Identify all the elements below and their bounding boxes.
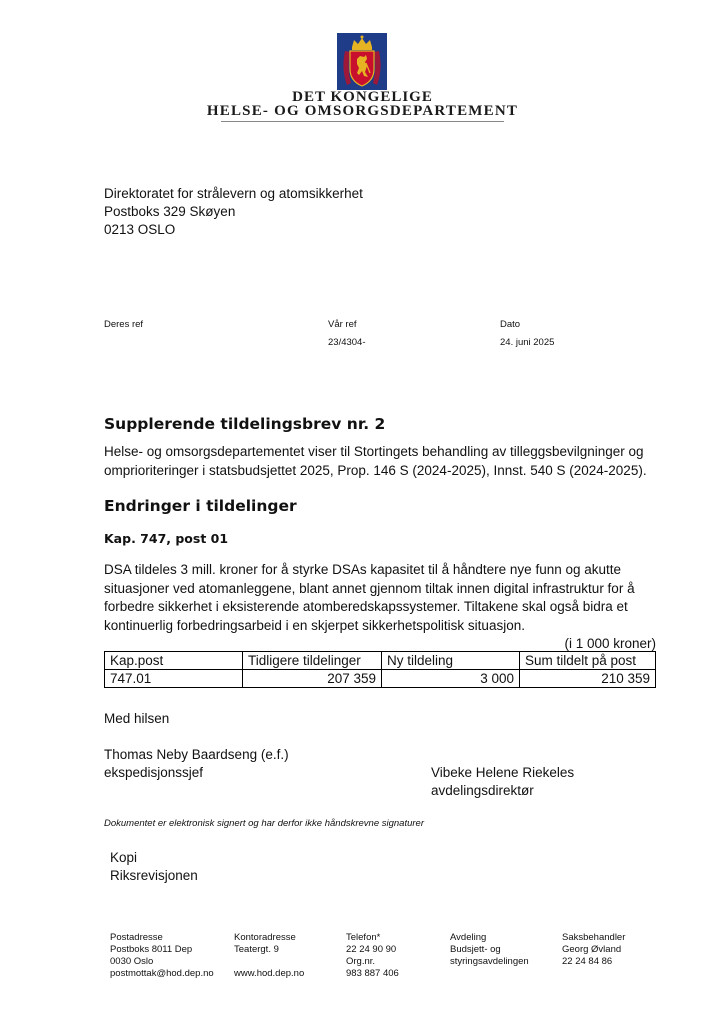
cell-ny-tildeling: 3 000 — [382, 670, 520, 688]
footer-saksbehandler: Saksbehandler Georg Øvland 22 24 84 86 — [562, 932, 626, 967]
dato-label: Dato — [500, 319, 521, 330]
col-header-tidligere: Tidligere tildelinger — [243, 652, 382, 670]
cell-tidligere: 207 359 — [243, 670, 382, 688]
subsection-heading: Kap. 747, post 01 — [104, 531, 229, 546]
cell-sum: 210 359 — [520, 670, 656, 688]
department-name-line2: HELSE- OG OMSORGSDEPARTEMENT — [206, 103, 519, 119]
cell-kap-post: 747.01 — [105, 670, 243, 688]
deres-ref-label: Deres ref — [104, 319, 144, 330]
col-header-sum: Sum tildelt på post — [520, 652, 656, 670]
intro-paragraph: Helse- og omsorgsdepartementet viser til Stortingets behandling av tilleggsbevilgninger og omprioriteringer i statsbudsjettet 2025, Prop. 146 S (2024-2025), Innst. 540 S (2024-2025). — [104, 444, 647, 478]
coat-of-arms-logo — [337, 33, 387, 90]
recipient-city: 0213 OSLO — [104, 222, 176, 237]
footer-label: Telefon* — [346, 932, 381, 943]
table-unit-note: (i 1 000 kroner) — [564, 636, 656, 651]
footer-label: Postadresse — [110, 932, 163, 943]
recipient-postbox: Postboks 329 Skøyen — [104, 204, 236, 219]
var-ref-value: 23/4304- — [328, 337, 366, 348]
footer-kontoradresse: Kontoradresse Teatergt. 9 www.hod.dep.no — [234, 932, 305, 979]
footer-avdeling: Avdeling Budsjett- og styringsavdelingen — [450, 932, 529, 967]
var-ref-label: Vår ref — [328, 319, 357, 330]
section-heading: Endringer i tildelinger — [104, 497, 297, 515]
copy-recipient: Riksrevisjonen — [110, 868, 198, 883]
signer2-title: avdelingsdirektør — [431, 783, 534, 798]
footer-website: www.hod.dep.no — [234, 968, 305, 979]
dato-value: 24. juni 2025 — [500, 337, 555, 348]
table-header-row — [105, 652, 656, 670]
footer-postadresse: Postadresse Postboks 8011 Dep 0030 Oslo postmottak@hod.dep.no — [110, 932, 214, 979]
letter-title: Supplerende tildelingsbrev nr. 2 — [104, 415, 386, 433]
signature-note: Dokumentet er elektronisk signert og har derfor ikke håndskrevne signaturer — [104, 818, 424, 829]
header-underline — [221, 121, 504, 122]
footer-telefon: Telefon* 22 24 90 90 Org.nr. 983 887 406 — [346, 932, 399, 979]
recipient-name: Direktoratet for strålevern og atomsikkerhet — [104, 186, 363, 201]
copy-label: Kopi — [110, 850, 138, 865]
signer2-name: Vibeke Helene Riekeles — [431, 765, 575, 780]
footer-label: Kontoradresse — [234, 932, 296, 943]
footer-label: Avdeling — [450, 932, 487, 943]
table-row — [105, 670, 656, 688]
signer1-title: ekspedisjonssjef — [104, 765, 204, 780]
footer-label: Saksbehandler — [562, 932, 626, 943]
allocation-paragraph: DSA tildeles 3 mill. kroner for å styrke DSAs kapasitet til å håndtere nye funn og akutte situasjoner ved atomanleggene, blant annet gjennom tiltak innen digital infrastruktur for å forbedre sikkerhet i eksisterende atomberedskapssystemer. Tiltakene skal også bidra et kontinuerlig forbedringsarbeid i en skjerpet sikkerhetspolitisk situasjon. — [104, 562, 635, 633]
col-header-ny-tildeling: Ny tildeling — [382, 652, 520, 670]
signer1-name: Thomas Neby Baardseng (e.f.) — [104, 747, 289, 762]
col-header-kap-post: Kap.post — [105, 652, 243, 670]
footer-email: postmottak@hod.dep.no — [110, 968, 214, 979]
department-name-line1: DET KONGELIGE — [292, 89, 433, 105]
allocation-table — [104, 651, 656, 688]
greeting: Med hilsen — [104, 711, 170, 726]
